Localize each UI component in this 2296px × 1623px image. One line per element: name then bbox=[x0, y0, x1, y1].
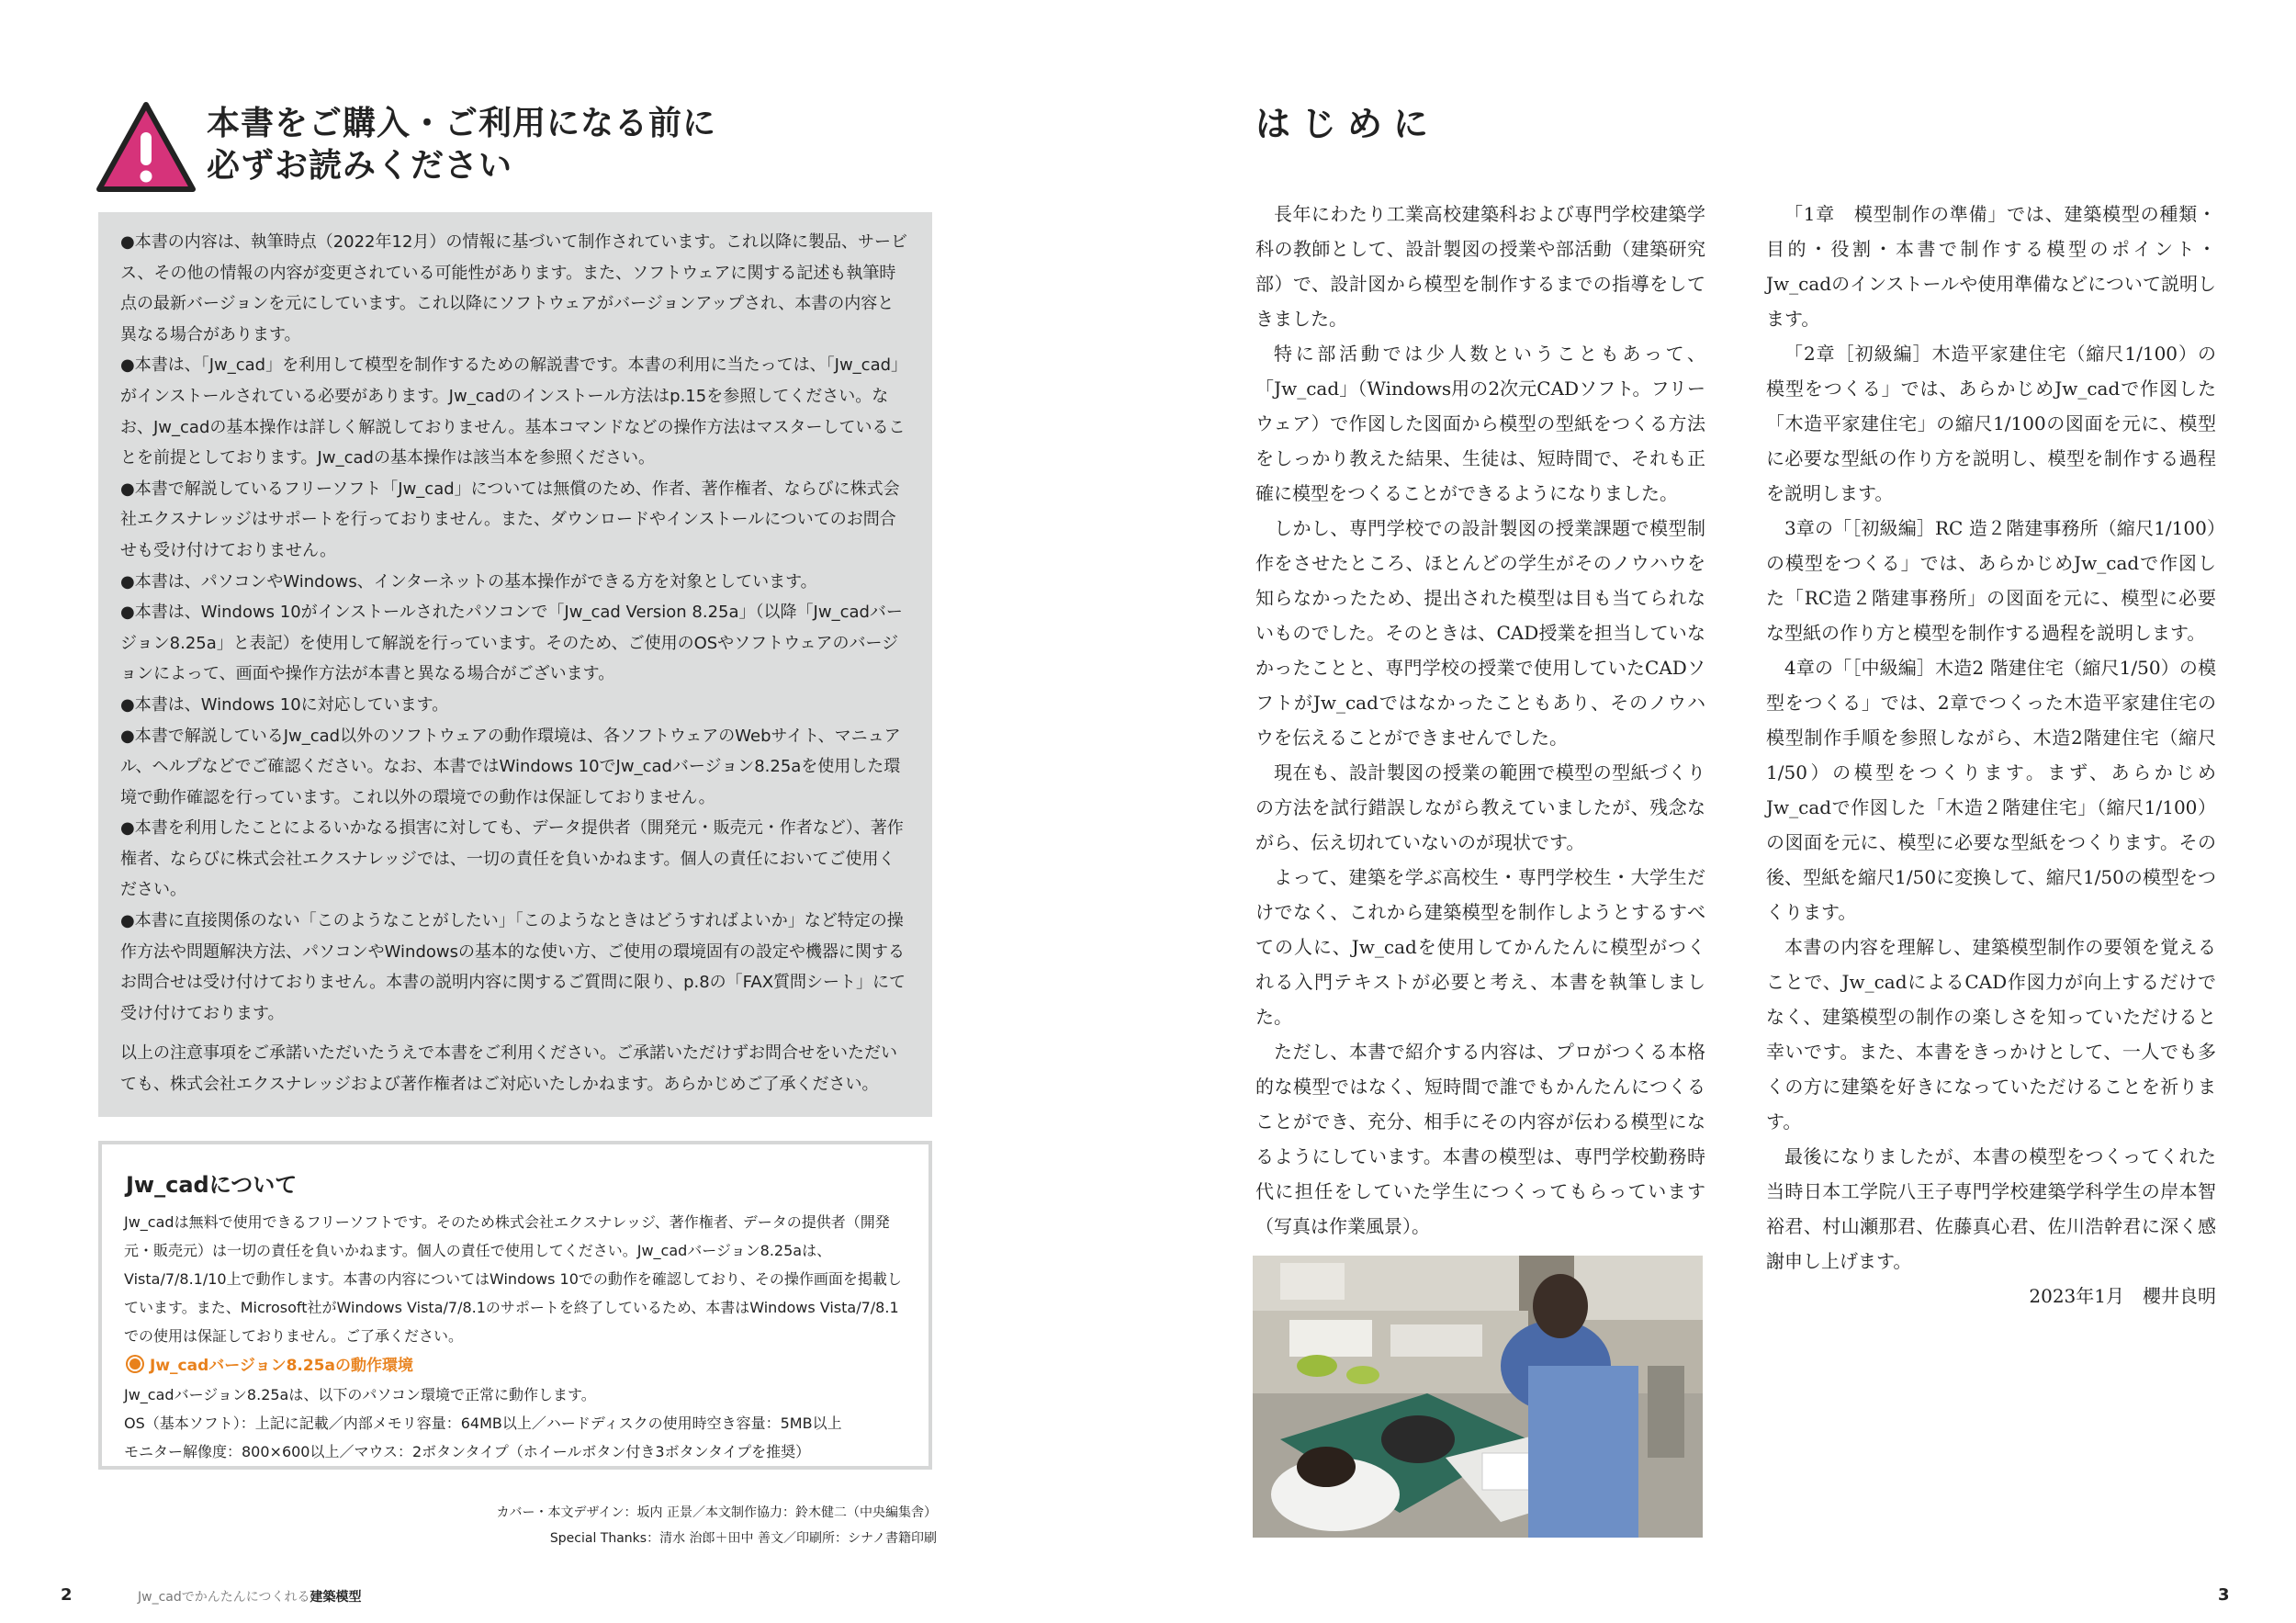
preface-column-1 bbox=[1255, 197, 1705, 1244]
env-line: OS（基本ソフト）：上記に記載／内部メモリ容量：64MB以上／ハードディスクの使用時空き容量：5MB以上 bbox=[124, 1414, 842, 1432]
signature: 2023年1月 櫻井良明 bbox=[2029, 1285, 2216, 1307]
notice-box bbox=[98, 212, 932, 1117]
workshop-photo bbox=[1253, 1256, 1703, 1538]
warning-title bbox=[207, 103, 776, 187]
jw-cad-info-box bbox=[98, 1141, 932, 1470]
preface-paragraph: しかし、専門学校での設計製図の授業課題で模型制作をさせたところ、ほとんどの学生がそのノウハウを知らなかったため、提出された模型は目も当てられないものでした。そのときは、CAD授業を担当していなかったことと、専門学校の授業で使用していたCADソフトがJw_cadではなかったこともあり、そのノウハウを伝えることができませんでした。 bbox=[1255, 517, 1705, 749]
preface-paragraph: 4章の「［中級編］木造2 階建住宅（縮尺1/50）の模型をつくる」では、2章でつくった木造平家建住宅の模型制作手順を参照しながら、木造2階建住宅（縮尺1/50）の模型をつくります。まず、あらかじめJw_cadで作図した「木造２階建住宅」（縮尺1/100）の図面を元に、模型に必要な型紙をつくります。その後、型紙を縮尺1/50に変換して、縮尺1/50の模型をつくります。 bbox=[1766, 657, 2216, 923]
notice-paragraph: ●本書は、パソコンやWindows、インターネットの基本操作ができる方を対象としています。 bbox=[120, 571, 817, 592]
bullet-circle-icon bbox=[128, 1357, 142, 1371]
footer-title: Jw_cadでかんたんにつくれる bbox=[138, 1590, 310, 1605]
jw-cad-info-body: Jw_cadは無料で使用できるフリーソフトです。そのため株式会社エクスナレッジ、著作権者、データの提供者（開発元・販売元）は一切の責任を負いかねます。個人の責任で使用してください。Jw_cadバージョン8.25aは、Vista/7/8.1/10上で動作します。本書の内容についてはWindows 10での動作を確認しており、その操作画面を掲載しています。また、Microsoft社がWindows Vista/7/8.1のサポートを終了しているため、本書はWindows Vista/7/8.1での使用は保証しておりません。ご了承ください。 bbox=[124, 1213, 902, 1345]
env-heading-text: Jw_cadバージョン8.25aの動作環境 bbox=[150, 1357, 413, 1375]
credits-line: カバー・本文デザイン：坂内 正景／本文制作協力：鈴木健二（中央編集舎） bbox=[496, 1505, 937, 1520]
page-number-left: 2 bbox=[61, 1585, 73, 1605]
preface-paragraph: 最後になりましたが、本書の模型をつくってくれた当時日本工学院八王子専門学校建築学科学生の岸本智裕君、村山瀬那君、佐藤真心君、佐川浩幹君に深く感謝申し上げます。 bbox=[1766, 1145, 2216, 1272]
preface-paragraph: 特に部活動では少人数ということもあって、「Jw_cad」（Windows用の2次元CADソフト。フリーウェア）で作図した図面から模型の型紙をつくる方法をしっかり教えた結果、生徒は、短時間で、それも正確に模型をつくることができるようになりました。 bbox=[1255, 343, 1705, 504]
preface-paragraph: よって、建築を学ぶ高校生・専門学校生・大学生だけでなく、これから建築模型を制作しようとするすべての人に、Jw_cadを使用してかんたんに模型がつくれる入門テキストが必要と考え、本書を執筆しました。 bbox=[1255, 866, 1705, 1028]
credits bbox=[367, 1500, 937, 1551]
env-line: Jw_cadバージョン8.25aは、以下のパソコン環境で正常に動作します。 bbox=[124, 1386, 596, 1403]
page-heading: はじめに bbox=[1255, 104, 1440, 144]
notice-paragraph: ●本書で解説しているJw_cad以外のソフトウェアの動作環境は、各ソフトウェアのWebサイト、マニュアル、ヘルプなどでご確認ください。なお、本書ではWindows 10でJw_cadバージョン8.25aを使用した環境で動作確認を行っています。これ以外の環境での動作は保証しておりません。 bbox=[120, 726, 901, 807]
preface-paragraph: 3章の「［初級編］RC 造２階建事務所（縮尺1/100）の模型をつくる」では、あらかじめJw_cadで作図した「RC造２階建事務所」の図面を元に、模型に必要な型紙の作り方と模型を制作する過程を説明します。 bbox=[1766, 517, 2216, 644]
notice-paragraph: ●本書を利用したことによるいかなる損害に対しても、データ提供者（開発元・販売元・作者など）、著作権者、ならびに株式会社エクスナレッジでは、一切の責任を負いかねます。個人の責任においてご使用ください。 bbox=[120, 818, 904, 900]
notice-paragraph: ●本書は、Windows 10に対応しています。 bbox=[120, 694, 449, 715]
preface-paragraph: 「1章 模型制作の準備」では、建築模型の種類・目的・役割・本書で制作する模型のポイント・Jw_cadのインストールや使用準備などについて説明します。 bbox=[1766, 203, 2216, 330]
warning-icon bbox=[96, 101, 197, 193]
preface-paragraph: 現在も、設計製図の授業の範囲で模型の型紙づくりの方法を試行錯誤しながら教えていましたが、残念ながら、伝え切れていないのが現状です。 bbox=[1255, 761, 1705, 853]
preface-column-2 bbox=[1766, 197, 2216, 1313]
notice-paragraph: ●本書は、「Jw_cad」を利用して模型を制作するための解説書です。本書の利用に当たっては、「Jw_cad」がインストールされている必要があります。Jw_cadのインストール方法はp.15を参照してください。なお、Jw_cadの基本操作は詳しく解説しておりません。基本コマンドなどの操作方法はマスターしていることを前提としております。Jw_cadの基本操作は該当本を参照ください。 bbox=[120, 355, 908, 468]
jw-cad-info-title: Jw_cadについて bbox=[126, 1172, 298, 1198]
page-number-right: 3 bbox=[2218, 1585, 2230, 1605]
warning-title-line-1: 本書をご購入・ご利用になる前に bbox=[207, 105, 717, 142]
env-heading bbox=[124, 1352, 906, 1381]
credits-line: Special Thanks：清水 治郎＋田中 善文／印刷所：シナノ書籍印刷 bbox=[549, 1531, 937, 1546]
running-footer bbox=[138, 1587, 361, 1606]
notice-paragraph: ●本書は、Windows 10がインストールされたパソコンで「Jw_cad Version 8.25a」（以降「Jw_cadバージョン8.25a」と表記）を使用して解説を行っています。そのため、ご使用のOSやソフトウェアのバージョンによって、画面や操作方法が本書と異なる場合がございます。 bbox=[120, 603, 903, 684]
notice-paragraph: ●本書に直接関係のない「このようなことがしたい」「このようなときはどうすればよいか」など特定の操作方法や問題解決方法、パソコンやWindowsの基本的な使い方、ご使用の環境固有の設定や機器に関するお問合せは受け付けておりません。本書の説明内容に関するご質問に限り、p.8の「FAX質問シート」にて受け付けております。 bbox=[120, 911, 906, 1023]
preface-paragraph: ただし、本書で紹介する内容は、プロがつくる本格的な模型ではなく、短時間で誰でもかんたんにつくることができ、充分、相手にその内容が伝わる模型になるようにしています。本書の模型は、専門学校勤務時代に担任をしていた学生につくってもらっています（写真は作業風景）。 bbox=[1255, 1041, 1705, 1237]
notice-closing: 以上の注意事項をご承諾いただいたうえで本書をご利用ください。ご承諾いただけずお問合せをいただいても、株式会社エクスナレッジおよび著作権者はご対応いたしかねます。あらかじめご了承ください。 bbox=[120, 1043, 897, 1095]
preface-paragraph: 「2章［初級編］木造平家建住宅（縮尺1/100）の模型をつくる」では、あらかじめJw_cadで作図した「木造平家建住宅」の縮尺1/100の図面を元に、模型に必要な型紙の作り方を説明し、模型を制作する過程を説明します。 bbox=[1766, 343, 2216, 504]
preface-paragraph: 本書の内容を理解し、建築模型制作の要領を覚えることで、Jw_cadによるCAD作図力が向上するだけでなく、建築模型の制作の楽しさを知っていただけると幸いです。また、本書をきっかけとして、一人でも多くの方に建築を好きになっていただけることを祈ります。 bbox=[1766, 936, 2216, 1133]
preface-paragraph: 長年にわたり工業高校建築科および専門学校建築学科の教師として、設計製図の授業や部活動（建築研究部）で、設計図から模型を制作するまでの指導をしてきました。 bbox=[1255, 203, 1705, 330]
notice-paragraph: ●本書の内容は、執筆時点（2022年12月）の情報に基づいて制作されています。これ以降に製品、サービス、その他の情報の内容が変更されている可能性があります。また、ソフトウェアに関する記述も執筆時点の最新バージョンを元にしています。これ以降にソフトウェアがバージョンアップされ、本書の内容と異なる場合があります。 bbox=[120, 232, 907, 344]
notice-paragraph: ●本書で解説しているフリーソフト「Jw_cad」については無償のため、作者、著作権者、ならびに株式会社エクスナレッジはサポートを行っておりません。また、ダウンロードやインストールについてのお問合せも受け付けておりません。 bbox=[120, 479, 900, 560]
footer-title-bold: 建築模型 bbox=[310, 1590, 362, 1605]
warning-title-line-2: 必ずお読みください bbox=[207, 147, 513, 185]
env-line: モニター解像度：800×600以上／マウス：2ボタンタイプ（ホイールボタン付き3ボタンタイプを推奨） bbox=[124, 1443, 811, 1460]
